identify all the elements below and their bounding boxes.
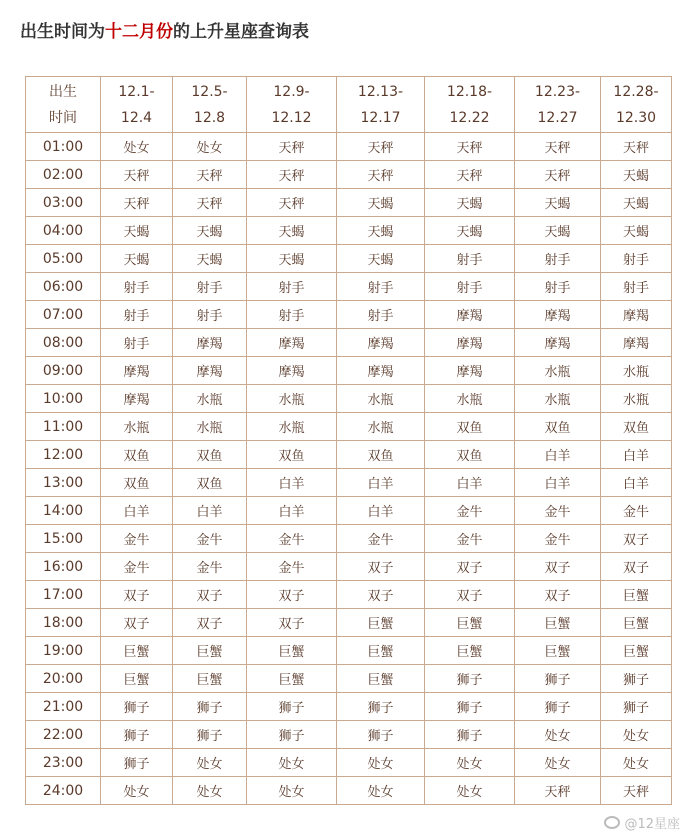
table-row [26, 721, 672, 749]
date-range-end: 12.30 [615, 109, 657, 126]
ascendant-sign-cell: 摩羯 [173, 329, 247, 357]
ascendant-sign-cell: 水瓶 [101, 413, 173, 441]
corner-header [26, 77, 101, 133]
ascendant-sign-cell: 双鱼 [101, 469, 173, 497]
ascendant-sign-cell: 天蝎 [337, 217, 425, 245]
ascendant-sign-cell: 天秤 [515, 777, 601, 805]
ascendant-sign-cell: 水瓶 [601, 357, 672, 385]
ascendant-sign-cell: 巨蟹 [601, 609, 672, 637]
ascendant-sign-cell: 射手 [101, 301, 173, 329]
date-range-start: 12.5- [191, 83, 228, 100]
ascendant-sign-cell: 天蝎 [173, 245, 247, 273]
ascendant-sign-cell: 射手 [515, 273, 601, 301]
date-range-end: 12.12 [271, 109, 312, 126]
ascendant-sign-cell: 白羊 [337, 497, 425, 525]
ascendant-sign-cell: 天蝎 [425, 217, 515, 245]
ascendant-sign-cell: 天蝎 [173, 217, 247, 245]
ascendant-sign-cell: 水瓶 [515, 385, 601, 413]
ascendant-sign-cell: 处女 [101, 777, 173, 805]
ascendant-sign-cell: 天秤 [425, 161, 515, 189]
ascendant-sign-cell: 双子 [515, 581, 601, 609]
ascendant-sign-cell: 巨蟹 [173, 665, 247, 693]
ascendant-sign-cell: 射手 [337, 273, 425, 301]
ascendant-sign-cell: 处女 [425, 777, 515, 805]
ascendant-sign-cell: 天秤 [101, 189, 173, 217]
birth-time-cell: 11:00 [26, 413, 101, 441]
date-range-header [173, 77, 247, 133]
ascendant-sign-cell: 天秤 [425, 133, 515, 161]
ascendant-sign-cell: 狮子 [173, 693, 247, 721]
ascendant-sign-cell: 摩羯 [247, 329, 337, 357]
corner-header-line: 出生 [49, 83, 77, 100]
ascendant-sign-cell: 双子 [337, 553, 425, 581]
ascendant-sign-cell: 双鱼 [515, 413, 601, 441]
ascendant-sign-cell: 天秤 [601, 133, 672, 161]
ascendant-sign-cell: 双鱼 [173, 469, 247, 497]
ascendant-sign-cell: 处女 [247, 749, 337, 777]
ascendant-sign-cell: 射手 [247, 301, 337, 329]
ascendant-sign-cell: 巨蟹 [247, 637, 337, 665]
ascendant-sign-cell: 水瓶 [173, 385, 247, 413]
date-range-header [515, 77, 601, 133]
birth-time-cell: 21:00 [26, 693, 101, 721]
ascendant-sign-cell: 白羊 [247, 497, 337, 525]
ascendant-sign-cell: 双子 [337, 581, 425, 609]
ascendant-sign-cell: 射手 [173, 273, 247, 301]
ascendant-sign-cell: 水瓶 [247, 413, 337, 441]
ascendant-sign-cell: 双子 [101, 609, 173, 637]
ascendant-sign-cell: 射手 [601, 245, 672, 273]
ascendant-sign-cell: 处女 [101, 133, 173, 161]
birth-time-cell: 06:00 [26, 273, 101, 301]
ascendant-sign-cell: 狮子 [247, 693, 337, 721]
ascendant-sign-cell: 天秤 [601, 777, 672, 805]
ascendant-sign-cell: 摩羯 [601, 301, 672, 329]
ascendant-sign-cell: 双子 [601, 553, 672, 581]
ascendant-sign-cell: 水瓶 [173, 413, 247, 441]
date-range-header [101, 77, 173, 133]
date-range-start: 12.18- [446, 83, 493, 100]
table-row [26, 441, 672, 469]
ascendant-sign-cell: 金牛 [425, 497, 515, 525]
ascendant-sign-cell: 天秤 [337, 133, 425, 161]
ascendant-sign-cell: 双子 [425, 553, 515, 581]
table-row [26, 301, 672, 329]
ascendant-sign-cell: 白羊 [425, 469, 515, 497]
birth-time-cell: 16:00 [26, 553, 101, 581]
ascendant-sign-cell: 摩羯 [337, 357, 425, 385]
ascendant-sign-cell: 天秤 [247, 189, 337, 217]
ascendant-sign-cell: 天秤 [247, 133, 337, 161]
ascendant-sign-cell: 天蝎 [515, 189, 601, 217]
date-range-header [247, 77, 337, 133]
ascendant-sign-cell: 水瓶 [247, 385, 337, 413]
date-range-start: 12.13- [357, 83, 404, 100]
table-row [26, 133, 672, 161]
date-range-end: 12.8 [193, 109, 226, 126]
title-prefix: 出生时间为 [20, 22, 105, 42]
ascendant-sign-cell: 金牛 [601, 497, 672, 525]
ascendant-sign-cell: 处女 [601, 749, 672, 777]
ascendant-sign-cell: 双鱼 [425, 441, 515, 469]
ascendant-sign-cell: 巨蟹 [425, 609, 515, 637]
ascendant-sign-cell: 射手 [601, 273, 672, 301]
ascendant-sign-cell: 狮子 [337, 721, 425, 749]
ascendant-sign-cell: 射手 [515, 245, 601, 273]
ascendant-sign-cell: 巨蟹 [337, 609, 425, 637]
date-range-start: 12.9- [273, 83, 310, 100]
ascendant-sign-cell: 白羊 [247, 469, 337, 497]
ascendant-sign-cell: 摩羯 [425, 329, 515, 357]
birth-time-cell: 14:00 [26, 497, 101, 525]
birth-time-cell: 03:00 [26, 189, 101, 217]
ascendant-sign-cell: 摩羯 [337, 329, 425, 357]
ascendant-sign-cell: 双子 [601, 525, 672, 553]
ascendant-sign-cell: 处女 [515, 749, 601, 777]
corner-header-line: 时间 [49, 109, 77, 126]
date-range-end: 12.22 [449, 109, 490, 126]
ascendant-sign-cell: 巨蟹 [515, 609, 601, 637]
ascendant-sign-cell: 白羊 [601, 469, 672, 497]
ascendant-sign-cell: 处女 [337, 777, 425, 805]
date-range-end: 12.4 [120, 109, 153, 126]
date-range-end: 12.17 [360, 109, 401, 126]
ascendant-sign-cell: 摩羯 [425, 301, 515, 329]
ascendant-sign-cell: 巨蟹 [515, 637, 601, 665]
ascendant-sign-cell: 水瓶 [337, 413, 425, 441]
ascendant-sign-cell: 摩羯 [101, 357, 173, 385]
ascendant-sign-cell: 狮子 [515, 693, 601, 721]
ascendant-sign-cell: 巨蟹 [101, 637, 173, 665]
watermark-text: @12星座 [624, 817, 680, 832]
ascendant-sign-cell: 白羊 [515, 441, 601, 469]
ascendant-sign-cell: 双子 [247, 609, 337, 637]
birth-time-cell: 01:00 [26, 133, 101, 161]
ascendant-sign-cell: 水瓶 [601, 385, 672, 413]
ascendant-sign-cell: 双子 [173, 609, 247, 637]
ascendant-sign-cell: 天蝎 [247, 245, 337, 273]
table-row [26, 329, 672, 357]
ascendant-sign-cell: 巨蟹 [337, 637, 425, 665]
ascendant-sign-cell: 摩羯 [601, 329, 672, 357]
ascendant-sign-cell: 白羊 [101, 497, 173, 525]
table-row [26, 665, 672, 693]
ascendant-sign-cell: 双鱼 [337, 441, 425, 469]
birth-time-cell: 24:00 [26, 777, 101, 805]
ascendant-sign-cell: 摩羯 [173, 357, 247, 385]
birth-time-cell: 08:00 [26, 329, 101, 357]
birth-time-cell: 05:00 [26, 245, 101, 273]
ascendant-sign-cell: 巨蟹 [247, 665, 337, 693]
weibo-watermark [604, 813, 680, 832]
ascendant-sign-cell: 金牛 [173, 525, 247, 553]
birth-time-cell: 23:00 [26, 749, 101, 777]
ascendant-sign-cell: 双子 [247, 581, 337, 609]
table-row [26, 637, 672, 665]
table-row [26, 413, 672, 441]
ascendant-sign-cell: 天蝎 [601, 217, 672, 245]
birth-time-cell: 02:00 [26, 161, 101, 189]
ascendant-sign-cell: 天秤 [173, 161, 247, 189]
ascendant-sign-cell: 天蝎 [601, 189, 672, 217]
ascendant-table [25, 76, 672, 805]
ascendant-sign-cell: 金牛 [337, 525, 425, 553]
ascendant-sign-cell: 天蝎 [515, 217, 601, 245]
ascendant-sign-cell: 金牛 [515, 525, 601, 553]
ascendant-sign-cell: 天蝎 [247, 217, 337, 245]
birth-time-cell: 12:00 [26, 441, 101, 469]
ascendant-sign-cell: 天蝎 [101, 217, 173, 245]
table-row [26, 273, 672, 301]
ascendant-sign-cell: 白羊 [601, 441, 672, 469]
table-row [26, 749, 672, 777]
ascendant-sign-cell: 巨蟹 [337, 665, 425, 693]
table-row [26, 609, 672, 637]
ascendant-sign-cell: 金牛 [515, 497, 601, 525]
table-body [26, 133, 672, 805]
ascendant-sign-cell: 狮子 [337, 693, 425, 721]
ascendant-sign-cell: 摩羯 [425, 357, 515, 385]
birth-time-cell: 17:00 [26, 581, 101, 609]
ascendant-sign-cell: 天秤 [515, 161, 601, 189]
birth-time-cell: 18:00 [26, 609, 101, 637]
ascendant-sign-cell: 巨蟹 [425, 637, 515, 665]
ascendant-sign-cell: 射手 [101, 329, 173, 357]
table-row [26, 357, 672, 385]
date-range-start: 12.23- [534, 83, 581, 100]
ascendant-sign-cell: 狮子 [425, 721, 515, 749]
ascendant-sign-cell: 天秤 [337, 161, 425, 189]
ascendant-sign-cell: 摩羯 [515, 301, 601, 329]
ascendant-sign-cell: 狮子 [101, 749, 173, 777]
ascendant-sign-cell: 狮子 [601, 693, 672, 721]
ascendant-sign-cell: 射手 [247, 273, 337, 301]
birth-time-cell: 13:00 [26, 469, 101, 497]
date-range-start: 12.1- [118, 83, 155, 100]
date-range-header [425, 77, 515, 133]
birth-time-cell: 04:00 [26, 217, 101, 245]
ascendant-sign-cell: 狮子 [173, 721, 247, 749]
date-range-end: 12.27 [537, 109, 578, 126]
table-row [26, 385, 672, 413]
ascendant-sign-cell: 射手 [425, 273, 515, 301]
ascendant-sign-cell: 天蝎 [337, 245, 425, 273]
ascendant-sign-cell: 狮子 [601, 665, 672, 693]
ascendant-sign-cell: 双子 [101, 581, 173, 609]
ascendant-sign-cell: 处女 [173, 133, 247, 161]
ascendant-sign-cell: 金牛 [247, 525, 337, 553]
ascendant-sign-cell: 天秤 [247, 161, 337, 189]
table-row [26, 497, 672, 525]
ascendant-sign-cell: 巨蟹 [101, 665, 173, 693]
birth-time-cell: 09:00 [26, 357, 101, 385]
ascendant-sign-cell: 摩羯 [515, 329, 601, 357]
date-range-header [601, 77, 672, 133]
title-suffix: 的上升星座查询表 [173, 22, 309, 42]
ascendant-sign-cell: 白羊 [515, 469, 601, 497]
ascendant-sign-cell: 天蝎 [101, 245, 173, 273]
ascendant-sign-cell: 处女 [601, 721, 672, 749]
ascendant-sign-cell: 金牛 [101, 553, 173, 581]
table-row [26, 217, 672, 245]
table-row [26, 693, 672, 721]
birth-time-cell: 07:00 [26, 301, 101, 329]
ascendant-sign-cell: 白羊 [173, 497, 247, 525]
ascendant-sign-cell: 双鱼 [247, 441, 337, 469]
ascendant-sign-cell: 双鱼 [173, 441, 247, 469]
table-row [26, 189, 672, 217]
ascendant-sign-cell: 摩羯 [247, 357, 337, 385]
ascendant-sign-cell: 水瓶 [425, 385, 515, 413]
birth-time-cell: 15:00 [26, 525, 101, 553]
ascendant-sign-cell: 天蝎 [337, 189, 425, 217]
date-range-start: 12.28- [613, 83, 659, 100]
ascendant-sign-cell: 射手 [425, 245, 515, 273]
ascendant-sign-cell: 金牛 [173, 553, 247, 581]
ascendant-sign-cell: 处女 [247, 777, 337, 805]
ascendant-sign-cell: 狮子 [425, 665, 515, 693]
ascendant-sign-cell: 狮子 [515, 665, 601, 693]
ascendant-sign-cell: 天蝎 [425, 189, 515, 217]
ascendant-sign-cell: 双鱼 [101, 441, 173, 469]
ascendant-sign-cell: 射手 [337, 301, 425, 329]
ascendant-sign-cell: 处女 [515, 721, 601, 749]
table-row [26, 525, 672, 553]
ascendant-sign-cell: 巨蟹 [601, 581, 672, 609]
ascendant-sign-cell: 摩羯 [101, 385, 173, 413]
ascendant-table-container [25, 76, 671, 805]
ascendant-sign-cell: 狮子 [247, 721, 337, 749]
birth-time-cell: 20:00 [26, 665, 101, 693]
ascendant-sign-cell: 处女 [425, 749, 515, 777]
page-title [20, 17, 309, 42]
ascendant-sign-cell: 双子 [425, 581, 515, 609]
ascendant-sign-cell: 天秤 [173, 189, 247, 217]
birth-time-cell: 10:00 [26, 385, 101, 413]
table-row [26, 469, 672, 497]
ascendant-sign-cell: 天秤 [515, 133, 601, 161]
ascendant-sign-cell: 处女 [173, 749, 247, 777]
ascendant-sign-cell: 双子 [515, 553, 601, 581]
ascendant-sign-cell: 狮子 [101, 721, 173, 749]
ascendant-sign-cell: 水瓶 [515, 357, 601, 385]
ascendant-sign-cell: 天蝎 [601, 161, 672, 189]
title-highlight: 十二月份 [105, 22, 173, 42]
table-row [26, 553, 672, 581]
birth-time-cell: 19:00 [26, 637, 101, 665]
table-row [26, 777, 672, 805]
ascendant-sign-cell: 处女 [337, 749, 425, 777]
birth-time-cell: 22:00 [26, 721, 101, 749]
table-header-row [26, 77, 672, 133]
ascendant-sign-cell: 双鱼 [601, 413, 672, 441]
ascendant-sign-cell: 金牛 [247, 553, 337, 581]
ascendant-sign-cell: 水瓶 [337, 385, 425, 413]
ascendant-sign-cell: 天秤 [101, 161, 173, 189]
ascendant-sign-cell: 巨蟹 [173, 637, 247, 665]
table-row [26, 581, 672, 609]
table-row [26, 245, 672, 273]
ascendant-sign-cell: 巨蟹 [601, 637, 672, 665]
ascendant-sign-cell: 狮子 [425, 693, 515, 721]
ascendant-sign-cell: 双鱼 [425, 413, 515, 441]
weibo-icon [604, 816, 620, 829]
ascendant-sign-cell: 白羊 [337, 469, 425, 497]
ascendant-sign-cell: 射手 [101, 273, 173, 301]
table-row [26, 161, 672, 189]
ascendant-sign-cell: 狮子 [101, 693, 173, 721]
date-range-header [337, 77, 425, 133]
ascendant-sign-cell: 处女 [173, 777, 247, 805]
ascendant-sign-cell: 金牛 [101, 525, 173, 553]
ascendant-sign-cell: 金牛 [425, 525, 515, 553]
ascendant-sign-cell: 射手 [173, 301, 247, 329]
ascendant-sign-cell: 双子 [173, 581, 247, 609]
